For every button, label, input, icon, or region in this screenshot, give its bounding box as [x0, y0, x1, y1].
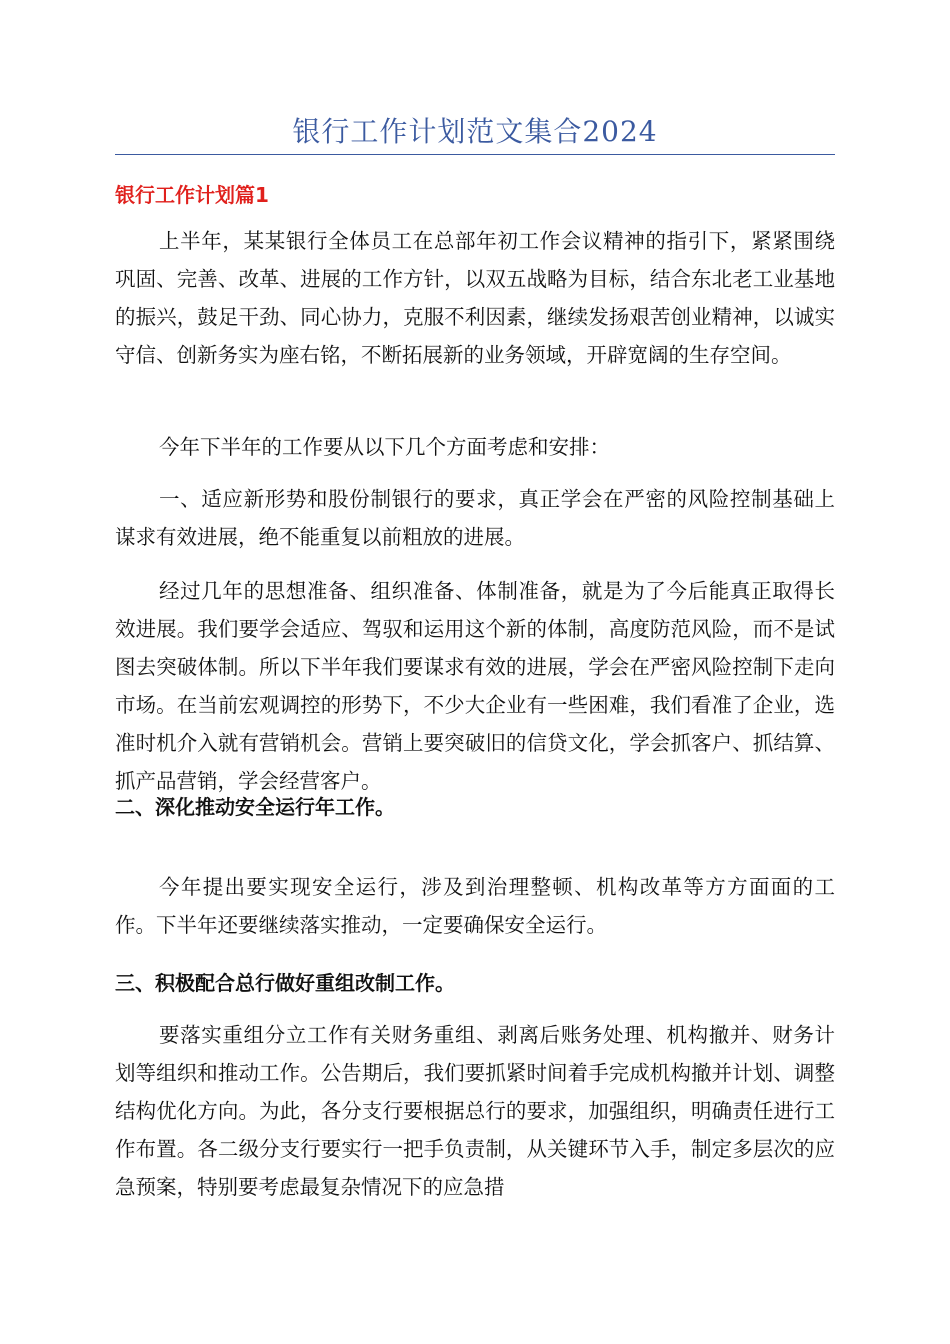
section-title: 银行工作计划篇1: [115, 183, 269, 207]
paragraph-4: 经过几年的思想准备、组织准备、体制准备，就是为了今后能真正取得长效进展。我们要学会适应、驾驭和运用这个新的体制，高度防范风险，而不是试图去突破体制。所以下半年我们要谋求有效的进展，学会在严密风险控制下走向市场。在当前宏观调控的形势下，不少大企业有一些困难，我们看准了企业，选准时机介入就有营销机会。营销上要突破旧的信贷文化，学会抓客户、抓结算、抓产品营销，学会经营客户。: [115, 579, 835, 793]
title-underline-divider: [115, 154, 835, 155]
paragraph-1: 上半年，某某银行全体员工在总部年初工作会议精神的指引下，紧紧围绕巩固、完善、改革、进展的工作方针，以双五战略为目标，结合东北老工业基地的振兴，鼓足干劲、同心协力，克服不利因素，继续发扬艰苦创业精神，以诚实守信、创新务实为座右铭，不断拓展新的业务领域，开辟宽阔的生存空间。: [115, 229, 835, 367]
paragraph-3: 一、适应新形势和股份制银行的要求，真正学会在严密的风险控制基础上谋求有效进展，绝不能重复以前粗放的进展。: [115, 487, 835, 549]
heading-section-2: 二、深化推动安全运行年工作。: [115, 795, 395, 819]
heading-section-3: 三、积极配合总行做好重组改制工作。: [115, 971, 455, 995]
paragraph-5: 今年提出要实现安全运行，涉及到治理整顿、机构改革等方方面面的工作。下半年还要继续落实推动，一定要确保安全运行。: [115, 875, 835, 937]
paragraph-2: 今年下半年的工作要从以下几个方面考虑和安排：: [159, 435, 610, 459]
document-title: 银行工作计划范文集合2024: [292, 115, 658, 148]
paragraph-6: 要落实重组分立工作有关财务重组、剥离后账务处理、机构撤并、财务计划等组织和推动工作。公告期后，我们要抓紧时间着手完成机构撤并计划、调整结构优化方向。为此，各分支行要根据总行的要求，加强组织，明确责任进行工作布置。各二级分支行要实行一把手负责制，从关键环节入手，制定多层次的应急预案，特别要考虑最复杂情况下的应急措: [115, 1023, 835, 1199]
